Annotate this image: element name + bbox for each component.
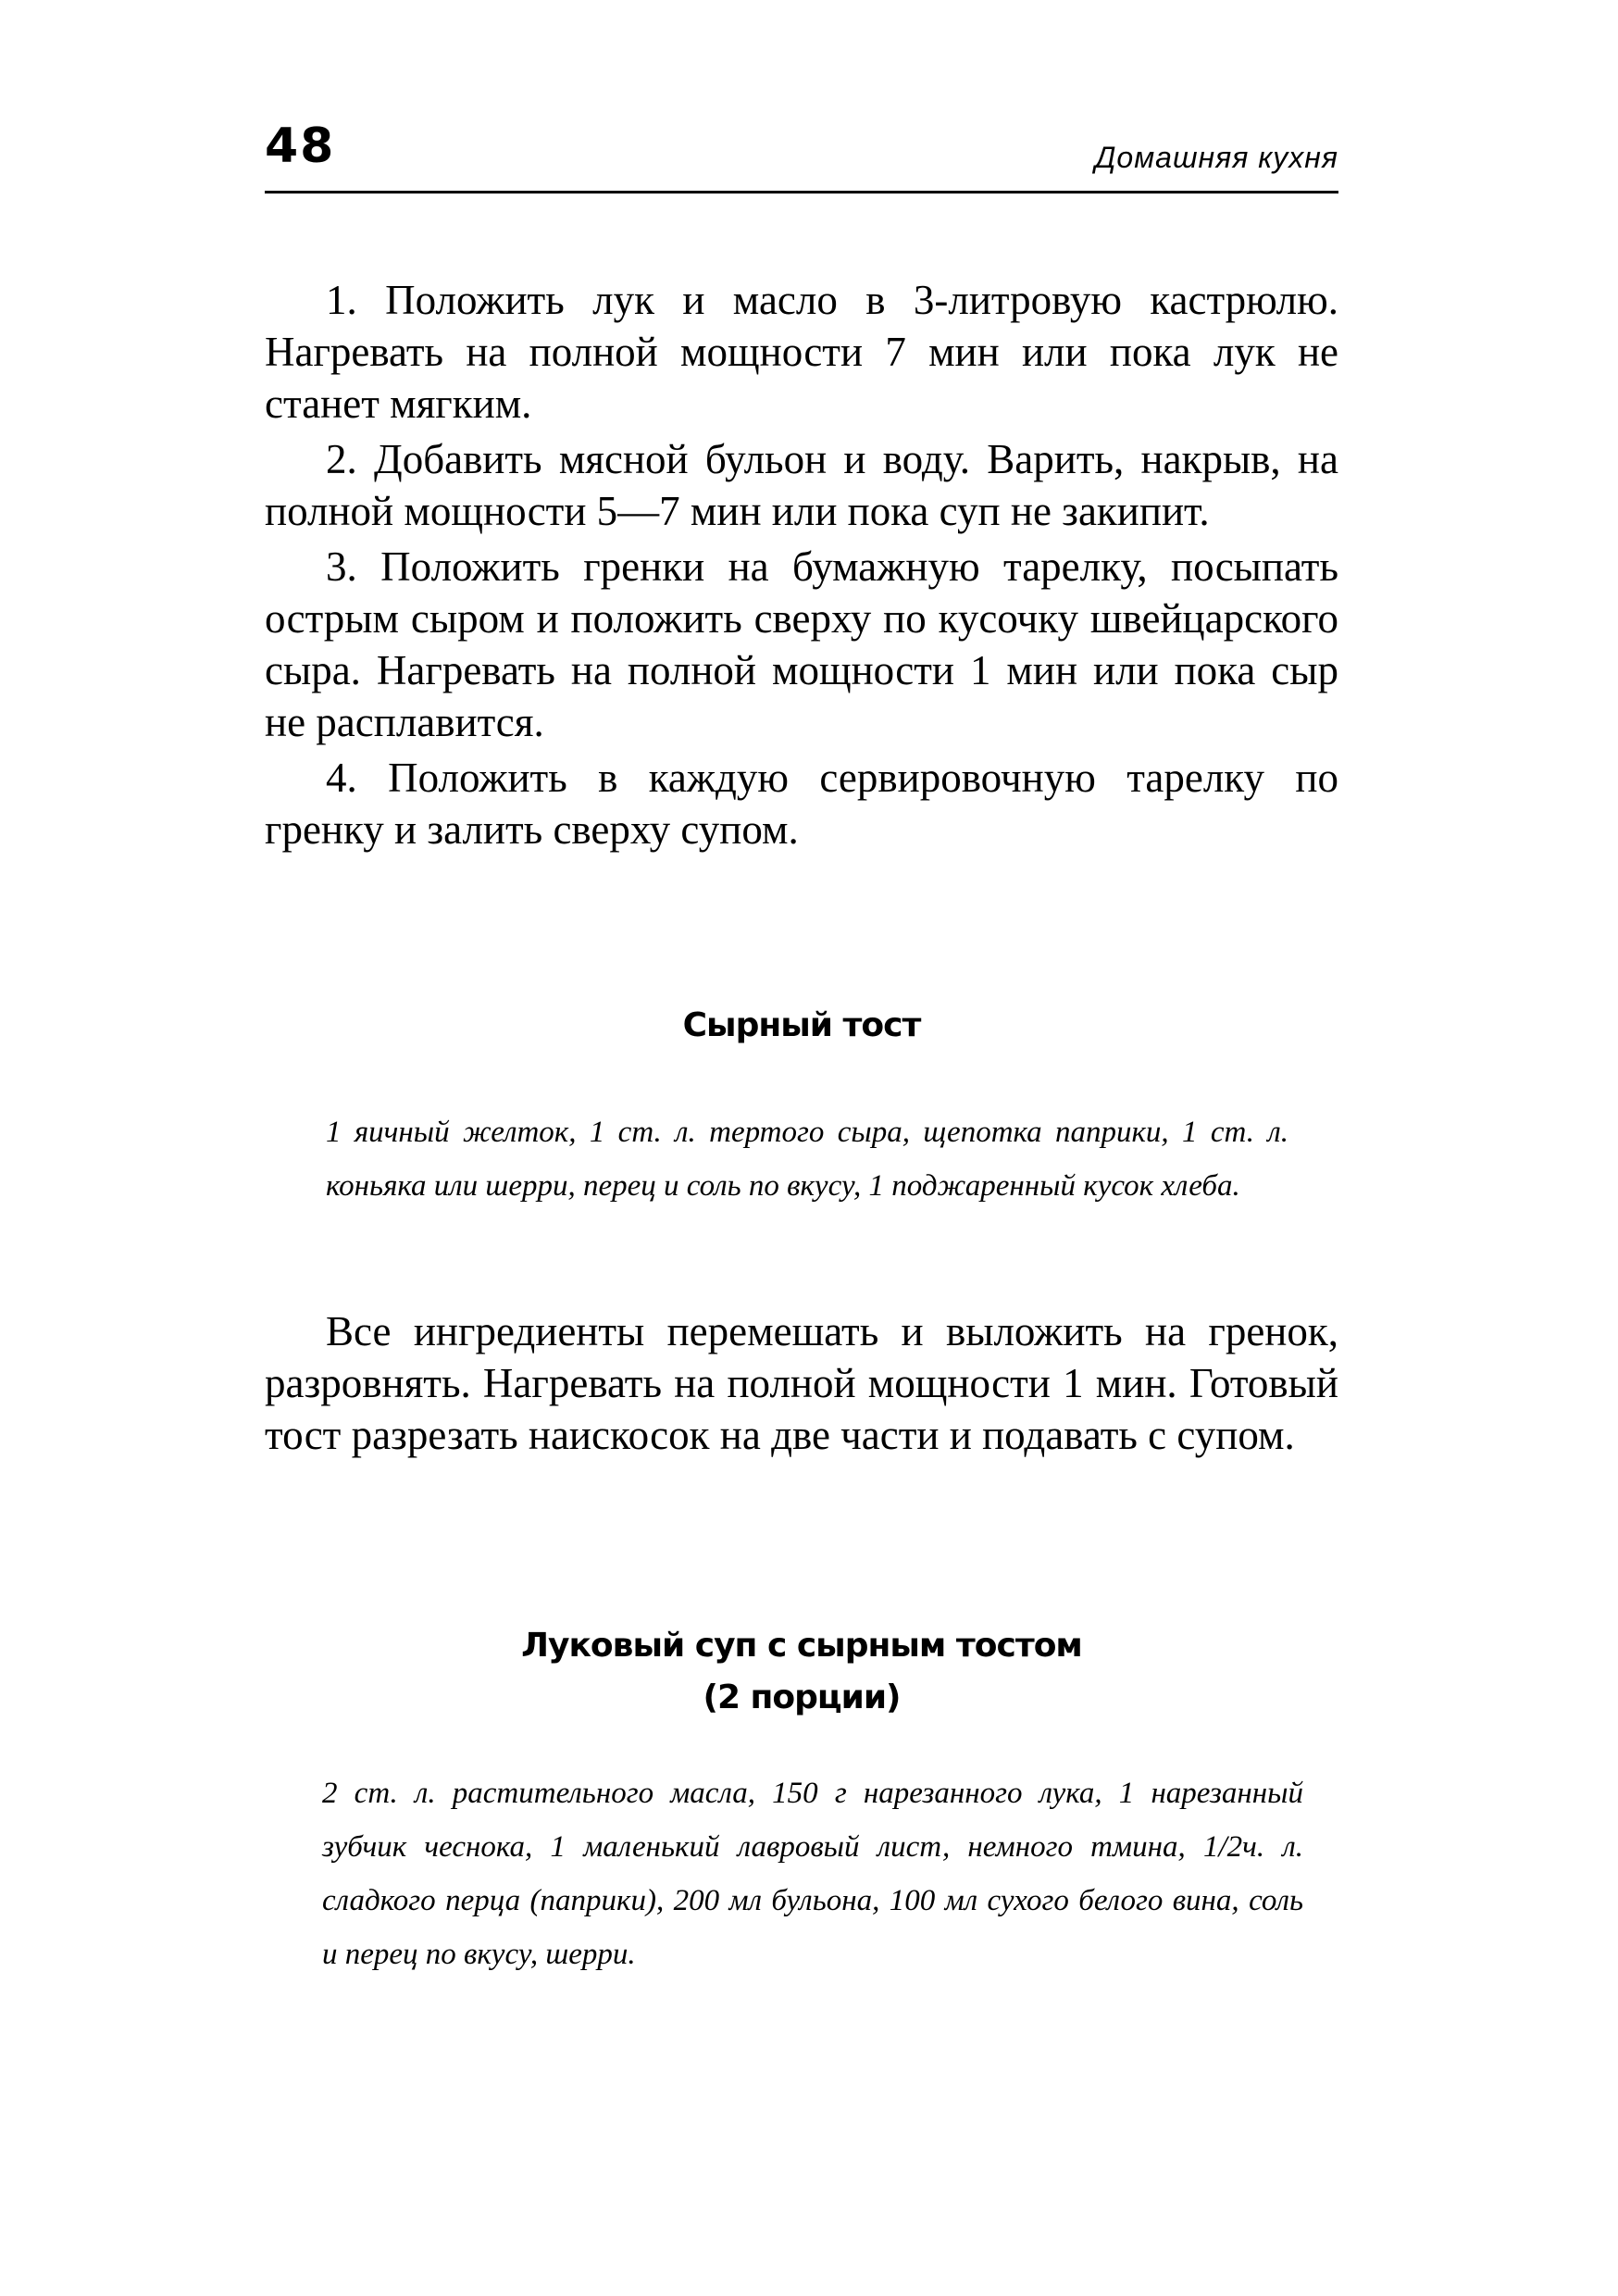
onion-soup-title-line2: (2 порции) [703,1678,901,1716]
cheese-toast-instructions: Все ингредиенты перемешать и выложить на гренок, разровнять. Нагревать на полной мощности 1 мин. Готовый тост разрезать наискосок на две части и подавать с супом. [265,1308,1338,1458]
step-1: 1. Положить лук и масло в 3-литровую кастрюлю. Нагревать на полной мощности 7 мин или пока лук не станет мягким. [265,277,1338,427]
instruction-steps [265,274,1338,859]
step-2: 2. Добавить мясной бульон и воду. Варить, накрыв, на полной мощности 5—7 мин или пока суп не закипит. [265,436,1338,534]
page-number: 48 [265,119,336,174]
running-title: Домашняя кухня [1094,141,1338,174]
onion-soup-title [265,1620,1338,1724]
cheese-toast-title: Сырный тост [682,1006,921,1044]
onion-soup-ingredients: 2 ст. л. растительного масла, 150 г нарезанного лука, 1 нарезанный зубчик чеснока, 1 маленький лавровый лист, немного тмина, 1/2ч. л. сладкого перца (паприки), 200 мл бульона, 100 мл сухого белого вина, соль и перец по вкусу, шерри. [322,1777,1303,1971]
step-4: 4. Положить в каждую сервировочную тарелку по гренку и залить сверху супом. [265,755,1338,853]
page-header [265,109,1338,193]
onion-soup-title-line1: Луковый суп с сырным тостом [521,1627,1082,1665]
cheese-toast-ingredients: 1 яичный желток, 1 ст. л. тертого сыра, щепотка паприки, 1 ст. л. коньяка или шерри, перец и соль по вкусу, 1 поджаренный кусок хлеба. [326,1116,1288,1203]
step-3: 3. Положить гренки на бумажную тарелку, посыпать острым сыром и положить сверху по кусочку швейцарского сыра. Нагревать на полной мощности 1 мин или пока сыр не расплавится. [265,543,1338,745]
